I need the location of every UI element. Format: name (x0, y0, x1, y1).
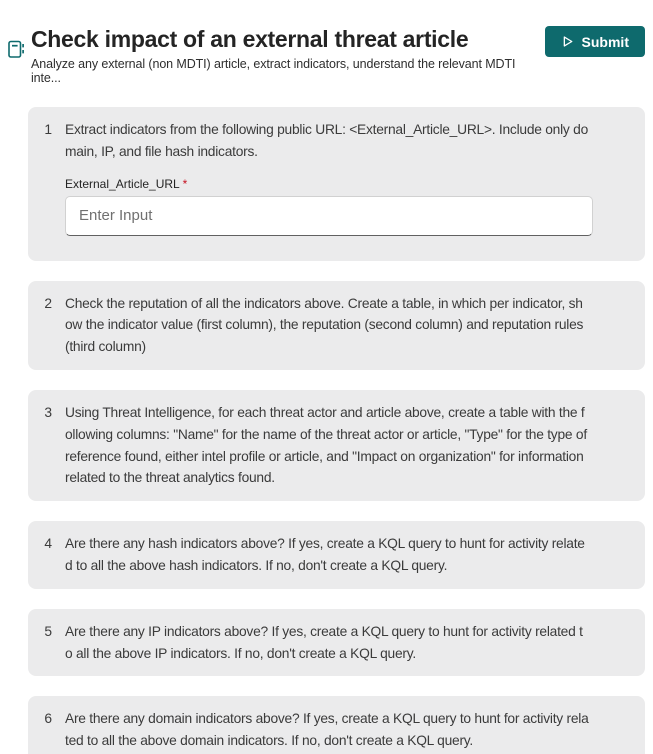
page-title: Check impact of an external threat article (31, 26, 469, 52)
required-asterisk: * (182, 176, 188, 191)
header (0, 0, 653, 85)
external-article-url-input[interactable] (65, 196, 593, 236)
step-body (65, 293, 589, 358)
step-body (65, 708, 589, 752)
step-number: 4 (44, 536, 52, 552)
step-number: 5 (44, 623, 52, 639)
submit-button-label: Submit (581, 33, 629, 50)
promptbook-icon (8, 40, 24, 85)
prompt-step (28, 696, 645, 754)
step-number: 6 (44, 711, 52, 727)
steps-list (0, 107, 653, 754)
input-label (65, 177, 589, 191)
step-prompt-text: Are there any domain indicators above? If yes, create a KQL query to hunt for activity related to all the above domain indicators. If no, don't create a KQL query. (65, 711, 589, 749)
step-input-group (65, 177, 589, 236)
step-body (65, 533, 589, 577)
prompt-step (28, 390, 645, 501)
step-prompt-text: Using Threat Intelligence, for each threat actor and article above, create a table with the following columns: "Name" for the name of the threat actor or article, "Type" for the type of reference found, either intel profile or article, and "Impact on organization" for information related to the threat analytics found. (65, 404, 587, 486)
prompt-step (28, 281, 645, 370)
step-prompt-text: Extract indicators from the following public URL: <External_Article_URL>. Include only domain, IP, and file hash indicators. (65, 122, 588, 159)
prompt-step (28, 521, 645, 589)
step-number: 3 (44, 404, 52, 420)
play-icon (561, 35, 574, 48)
step-number: 1 (44, 122, 52, 137)
step-number: 2 (44, 295, 52, 311)
prompt-step (28, 609, 645, 677)
step-prompt-text: Are there any hash indicators above? If yes, create a KQL query to hunt for activity related to all the above hash indicators. If no, don't create a KQL query. (65, 536, 585, 573)
step-prompt-text: Are there any IP indicators above? If yes, create a KQL query to hunt for activity related to all the above IP indicators. If no, don't create a KQL query. (65, 623, 583, 661)
step-prompt-text: Check the reputation of all the indicators above. Create a table, in which per indicator, show the indicator value (first column), the reputation (second column) and reputation rules (third column) (65, 295, 584, 355)
input-label-text: External_Article_URL (65, 176, 180, 191)
page-subtitle: Analyze any external (non MDTI) article, extract indicators, understand the relevant MDTI inte... (31, 57, 516, 85)
step-body (65, 402, 589, 489)
prompt-step (28, 107, 645, 261)
step-body (65, 119, 589, 236)
step-body (65, 621, 589, 665)
submit-button[interactable] (545, 26, 645, 57)
header-title-group (8, 25, 545, 85)
